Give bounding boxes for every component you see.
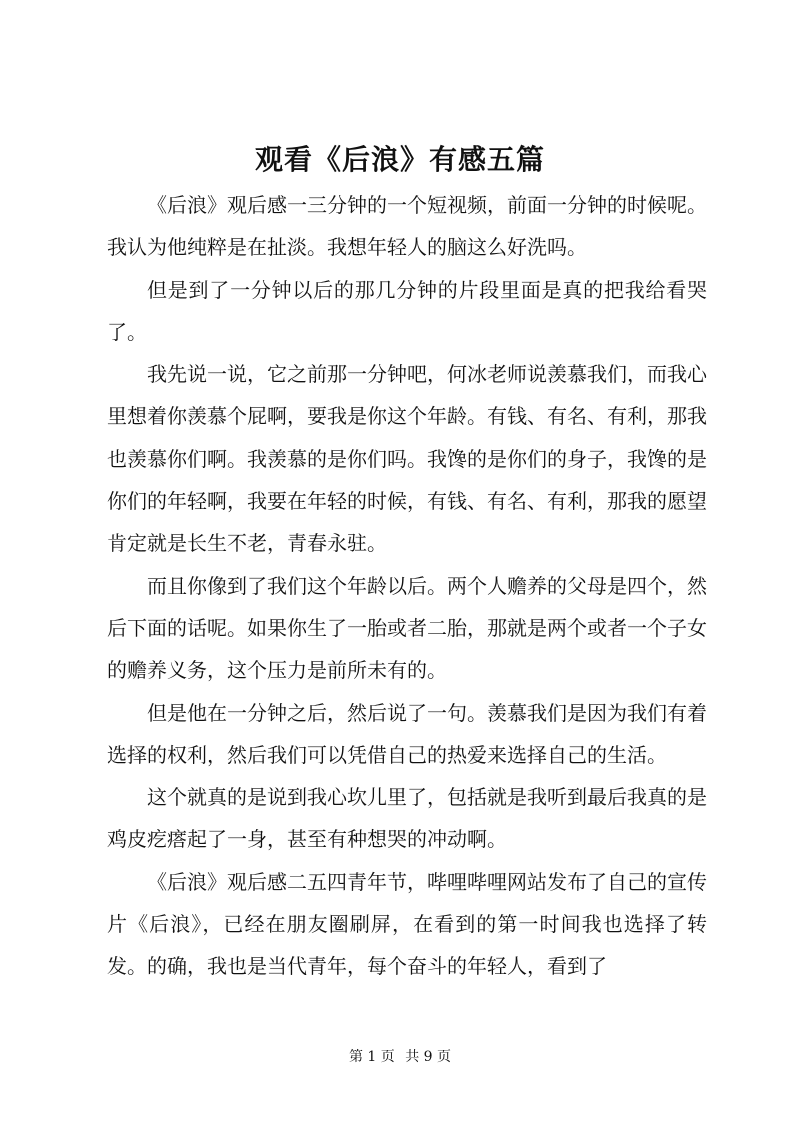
- paragraph: 我先说一说，它之前那一分钟吧，何冰老师说羡慕我们，而我心里想着你羡慕个屁啊，要我是你这个年龄。有钱、有名、有利，那我也羡慕你们啊。我羡慕的是你们吗。我馋的是你们的身子，我馋的是你们的年轻啊，我要在年轻的时候，有钱、有名、有利，那我的愿望肯定就是长生不老，青春永驻。: [107, 362, 707, 556]
- document-title: 观看《后浪》有感五篇: [254, 143, 545, 176]
- paragraph: 但是到了一分钟以后的那几分钟的片段里面是真的把我给看哭了。: [107, 277, 707, 344]
- paragraph: 但是他在一分钟之后，然后说了一句。羡慕我们是因为我们有着选择的权利，然后我们可以凭借自己的热爱来选择自己的生活。: [107, 700, 707, 767]
- document-body: [107, 184, 707, 988]
- paragraph: 而且你像到了我们这个年龄以后。两个人赡养的父母是四个，然后下面的话呢。如果你生了一胎或者二胎，那就是两个或者一个子女的赡养义务，这个压力是前所未有的。: [107, 573, 707, 683]
- paragraph: 《后浪》观后感二五四青年节，哔哩哔哩网站发布了自己的宣传片《后浪》，已经在朋友圈刷屏，在看到的第一时间我也选择了转发。的确，我也是当代青年，每个奋斗的年轻人，看到了: [107, 869, 707, 979]
- paragraph: 这个就真的是说到我心坎儿里了，包括就是我听到最后我真的是鸡皮疙瘩起了一身，甚至有种想哭的冲动啊。: [107, 785, 707, 852]
- page-number: 第 1 页: [348, 1049, 395, 1065]
- page-total: 共 9 页: [405, 1049, 452, 1065]
- page-footer: [0, 1047, 800, 1067]
- paragraph: 《后浪》观后感一三分钟的一个短视频，前面一分钟的时候呢。我认为他纯粹是在扯淡。我想年轻人的脑这么好洗吗。: [107, 193, 707, 260]
